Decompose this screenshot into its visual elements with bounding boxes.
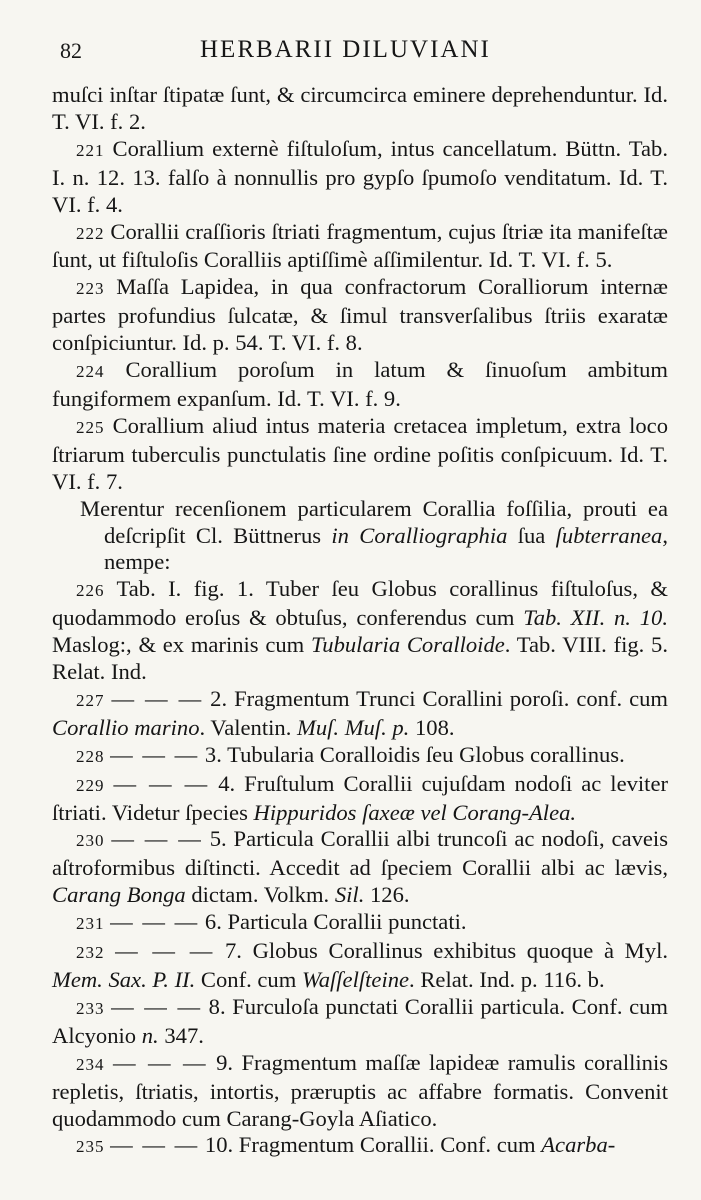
ditto-dash: — — — (110, 741, 200, 767)
entry-text: Corallii craſſioris ſtriati fragmentum, cujus ſtriæ ita manifeſtæ ſunt, ut fiſtuloſis Coralliis aptiſſimè aſſimilentur. Id. T. VI. f. 5. (52, 218, 668, 273)
entry-228 (52, 742, 668, 771)
paragraph-continuation: muſci inſtar ſtipatæ ſunt, & circumcirca eminere deprehenduntur. Id. T. VI. f. 2. (52, 82, 668, 134)
entry-232 (52, 938, 668, 994)
entry-text: 5. Particula Corallii albi truncoſi ac nodoſi, caveis aſtroformibus diſtincti. Accedit ad ſpeciem Corallii albi ac lævis, (52, 826, 668, 881)
entry-229 (52, 771, 668, 827)
entry-text: 8. Furculoſa punctati Corallii particula. Conf. cum Alcyonio (52, 993, 668, 1048)
entry-number: 232 (76, 943, 105, 963)
entry-italic: Sil. (334, 882, 365, 908)
page-number: 82 (60, 38, 82, 63)
entry-text: Tab. I. fig. 1. Tuber ſeu Globus corallinus fiſtuloſus, & quodammodo eroſus & obtuſus, conferendus cum (52, 576, 668, 631)
entry-number: 221 (76, 140, 105, 160)
entry-231 (52, 909, 668, 938)
entry-text: 3. Tubularia Coralloidis ſeu Globus corallinus. (204, 741, 625, 767)
intro-paragraph (52, 496, 668, 577)
entry-text: 347. (158, 1022, 204, 1048)
entry-text: Corallium poroſum in latum & ſinuoſum ambitum fungiformem expanſum. Id. T. VI. f. 9. (52, 357, 668, 411)
entry-number: 231 (76, 914, 105, 934)
intro-text: ſua (507, 522, 556, 548)
entry-233 (52, 994, 668, 1050)
entry-italic: Muſ. Muſ. p. (297, 714, 410, 740)
entry-text: Corallium externè fiſtuloſum, intus cancellatum. Büttn. Tab. I. n. 12. 13. falſo à nonnullis pro gypſo ſpumoſo venditatum. Id. T. VI. f. 4. (52, 135, 668, 217)
ditto-dash: — — — (111, 993, 203, 1019)
entry-italic: n. (141, 1022, 159, 1048)
entry-224 (52, 357, 668, 413)
entry-number: 222 (76, 223, 105, 243)
ditto-dash: — — — (111, 685, 204, 711)
entry-italic: Tubularia Coralloide (310, 632, 505, 658)
entry-italic: Corallio marino (52, 714, 200, 740)
entry-223 (52, 274, 668, 357)
entry-text: 7. Globus Corallinus exhibitus quoque à Myl. (224, 938, 668, 964)
entry-text: 126. (364, 882, 410, 908)
entry-italic: Waſſelſteine (301, 967, 410, 992)
entry-italic: Mem. Sax. P. II. (52, 967, 196, 992)
page-body (52, 82, 668, 1161)
entry-italic: Carang Bonga (52, 882, 186, 908)
entry-227 (52, 686, 668, 742)
entry-number: 228 (76, 746, 105, 766)
entry-number: 235 (76, 1137, 105, 1157)
entry-text: 4. Fruſtulum Corallii cujuſdam nodoſi ac leviter ſtriati. Videtur ſpecies (52, 770, 668, 825)
ditto-dash: — — — (113, 770, 210, 796)
intro-italic: ſubterranea (555, 522, 663, 548)
entry-text: 10. Fragmentum Corallii. Conf. cum (204, 1132, 542, 1158)
entry-text: . Tab. VIII. fig. 5. Relat. Ind. (52, 632, 668, 685)
entry-text: . Relat. Ind. p. 116. b. (409, 967, 605, 992)
intro-italic: in Coralliographia (331, 522, 508, 548)
entry-text: 108. (409, 714, 455, 740)
entry-text: dictam. Volkm. (185, 882, 335, 908)
entry-230 (52, 826, 668, 909)
entry-text: 6. Particula Corallii punctati. (204, 909, 467, 935)
ditto-dash: — — — (115, 938, 215, 964)
entry-number: 230 (76, 831, 105, 851)
ditto-dash: — — — (112, 1049, 208, 1075)
entry-number: 234 (76, 1054, 105, 1074)
entry-number: 225 (76, 417, 105, 437)
entry-italic: Acarba- (541, 1132, 616, 1158)
ditto-dash: — — — (111, 826, 203, 852)
running-title: HERBARII DILUVIANI (200, 36, 491, 63)
entry-text: . Valentin. (199, 714, 297, 740)
entry-226 (52, 576, 668, 686)
entry-number: 223 (76, 279, 105, 299)
entry-text: Corallium aliud intus materia cretacea impletum, extra loco ſtriarum tuberculis punctulatis ſine ordine poſitis conſpicuum. Id. T. VI. f. 7. (52, 412, 668, 494)
ditto-dash: — — — (110, 909, 200, 935)
entry-number: 229 (76, 775, 105, 795)
entry-text: 9. Fragmentum maſſæ lapideæ ramulis corallinis repletis, ſtriatis, intortis, præruptis ac affabre formatis. Convenit quodammodo cum Carang-Goyla Aſiatico. (52, 1049, 669, 1131)
entry-italic: Tab. XII. n. 10. (523, 605, 668, 631)
intro-text: Merentur recenſionem particularem Corallia foſſilia, prouti ea deſcripſit Cl. Büttnerus (80, 495, 668, 548)
ditto-dash: — — — (110, 1132, 200, 1158)
entry-number: 224 (76, 362, 105, 382)
intro-text: , nempe: (104, 522, 668, 575)
entry-number: 233 (76, 998, 105, 1018)
entry-number: 227 (76, 690, 105, 710)
entry-235 (52, 1132, 668, 1161)
entry-text: Maſſa Lapidea, in qua confractorum Coralliorum internæ partes profundius ſulcatæ, & ſimul transverſalibus ſtriis exaratæ conſpiciuntur. Id. p. 54. T. VI. f. 8. (52, 274, 668, 356)
entry-222 (52, 219, 668, 275)
entry-text: Maslog:, & ex marinis cum (52, 632, 311, 658)
entry-text: Conf. cum (195, 967, 302, 992)
entry-number: 226 (76, 581, 105, 601)
entry-225 (52, 413, 668, 496)
entry-italic: Hippuridos ſaxeæ vel Corang-Alea. (253, 799, 577, 825)
entry-text: 2. Fragmentum Trunci Corallini poroſi. conf. cum (210, 685, 668, 711)
page-header (0, 36, 701, 76)
entry-234 (52, 1050, 668, 1133)
entry-221 (52, 136, 668, 219)
